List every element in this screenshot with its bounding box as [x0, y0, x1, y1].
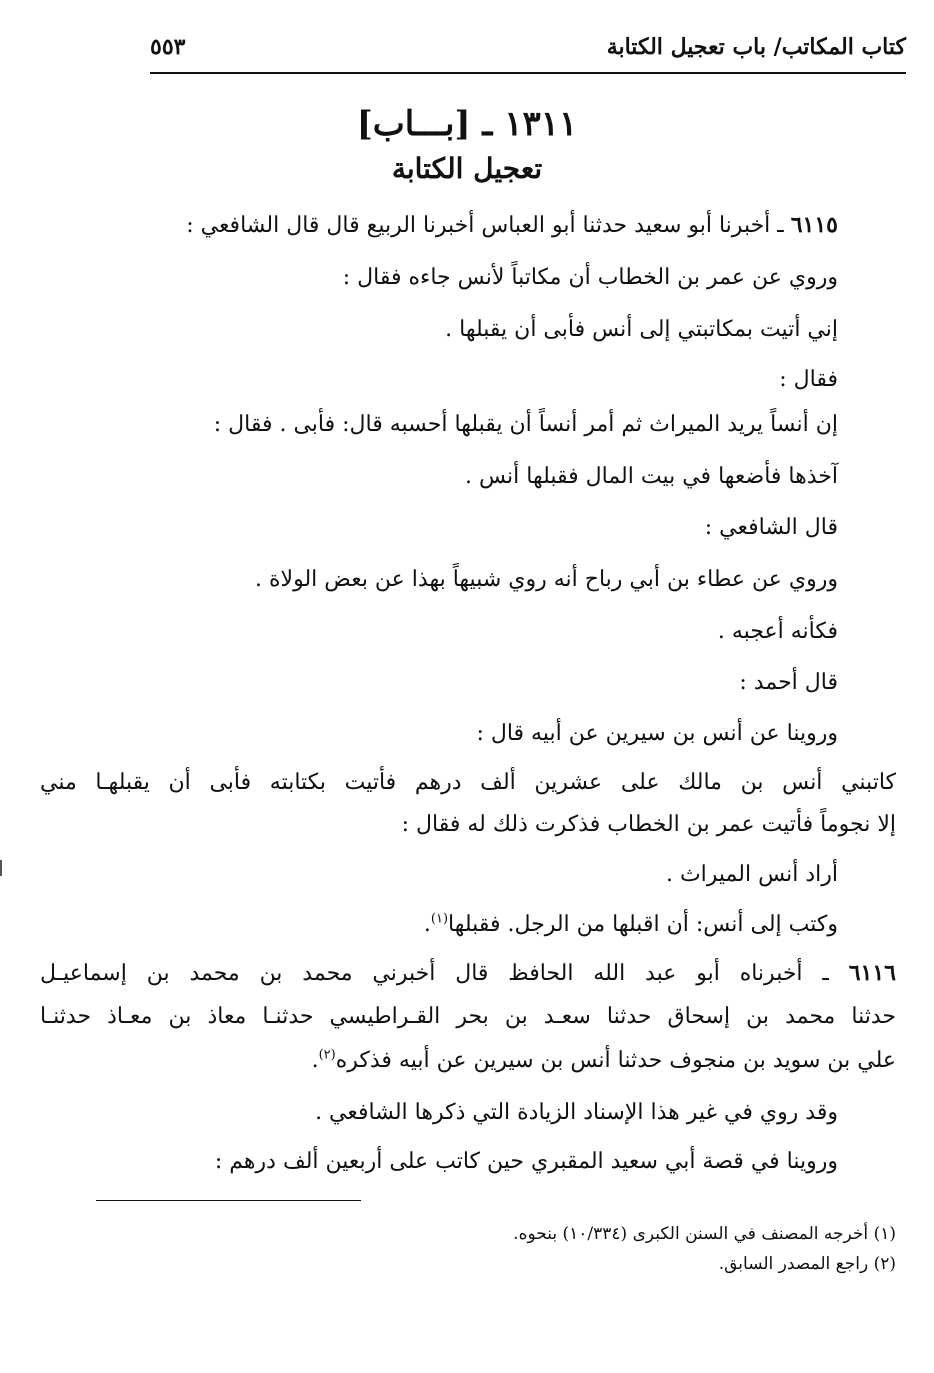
text-line-18 [40, 1046, 896, 1076]
text-line-17: حدثنا محمد بن إسحاق حدثنا سعـد بن بحر القـراطيسي حدثنـا معاذ بن معـاذ حدثنـا [40, 1004, 896, 1029]
footnote-rule [96, 1200, 361, 1201]
text-line-6: آخذها فأضعها في بيت المال فقبلها أنس . [464, 464, 838, 489]
text-line-15-body: وكتب إلى أنس: أن اقبلها من الرجل. فقبلها [448, 912, 838, 937]
text-line-5: إن أنساً يريد الميراث ثم أمر أنساً أن يقبلها أحسبه قال: فأبى . فقال : [213, 412, 838, 437]
footnote-ref-2: (٢) [318, 1047, 336, 1063]
footnote-1-marker: (١) [873, 1224, 896, 1244]
text-line-10: قال أحمد : [739, 670, 838, 695]
text-line-16 [40, 958, 896, 988]
hadith-number-6115: ٦١١٥ [790, 212, 838, 238]
text-line-18-end: . [311, 1048, 319, 1073]
text-line-3: إني أتيت بمكاتبتي إلى أنس فأبى أن يقبلها . [445, 317, 838, 342]
footnote-1-text: أخرجه المصنف في السنن الكبرى (١٠/٣٣٤) بنحوه. [513, 1224, 869, 1244]
text-line-2: وروي عن عمر بن الخطاب أن مكاتباً لأنس جاءه فقال : [342, 265, 838, 290]
footnote-2-marker: (٢) [873, 1254, 896, 1274]
running-title: كتاب المكاتب/ باب تعجيل الكتابة [606, 34, 906, 60]
text-line-11: وروينا عن أنس بن سيرين عن أبيه قال : [476, 721, 838, 746]
page-number: ٥٥٣ [150, 34, 186, 60]
footnote-1 [40, 1222, 896, 1246]
text-line-12: كاتبني أنس بن مالك على عشرين ألف درهم فأتيت بكتابته فأبى أن يقبلهـا مني [40, 770, 896, 795]
text-line-1 [40, 210, 838, 240]
text-line-14: أراد أنس الميراث . [665, 862, 838, 887]
footnote-2-text: راجع المصدر السابق. [718, 1254, 869, 1274]
scan-edge-mark [0, 860, 2, 876]
footnote-2 [40, 1252, 896, 1276]
text-line-20: وروينا في قصة أبي سعيد المقبري حين كاتب على أربعين ألف درهم : [214, 1149, 838, 1174]
text-line-4: فقال : [779, 367, 838, 392]
text-line-7: قال الشافعي : [704, 515, 838, 540]
text-line-18-body: علي بن سويد بن منجوف حدثنا أنس بن سيرين عن أبيه فذكره [335, 1048, 896, 1073]
text-line-19: وقد روي في غير هذا الإسناد الزيادة التي ذكرها الشافعي . [315, 1100, 838, 1125]
text-line-15 [40, 910, 838, 940]
header-rule [150, 72, 906, 74]
text-line-9: فكأنه أعجبه . [717, 619, 838, 644]
chapter-title: تعجيل الكتابة [391, 152, 543, 185]
page-header [150, 30, 906, 70]
chapter-number: ١٣١١ ـ [بـــاب] [356, 104, 578, 144]
hadith-6115-text: ـ أخبرنا أبو سعيد حدثنا أبو العباس أخبرنا الربيع قال قال الشافعي : [186, 213, 791, 238]
text-line-15-end: . [423, 912, 431, 937]
text-line-8: وروي عن عطاء بن أبي رباح أنه روي شبيهاً بهذا عن بعض الولاة . [255, 567, 838, 592]
hadith-6116-text: ـ أخبرناه أبو عبد الله الحافظ قال أخبرني محمد بن محمد بن إسماعيـل [40, 961, 849, 986]
footnote-ref-1: (١) [430, 911, 449, 927]
text-line-13: إلا نجوماً فأتيت عمر بن الخطاب فذكرت ذلك له فقال : [401, 812, 896, 837]
hadith-number-6116: ٦١١٦ [848, 960, 896, 986]
